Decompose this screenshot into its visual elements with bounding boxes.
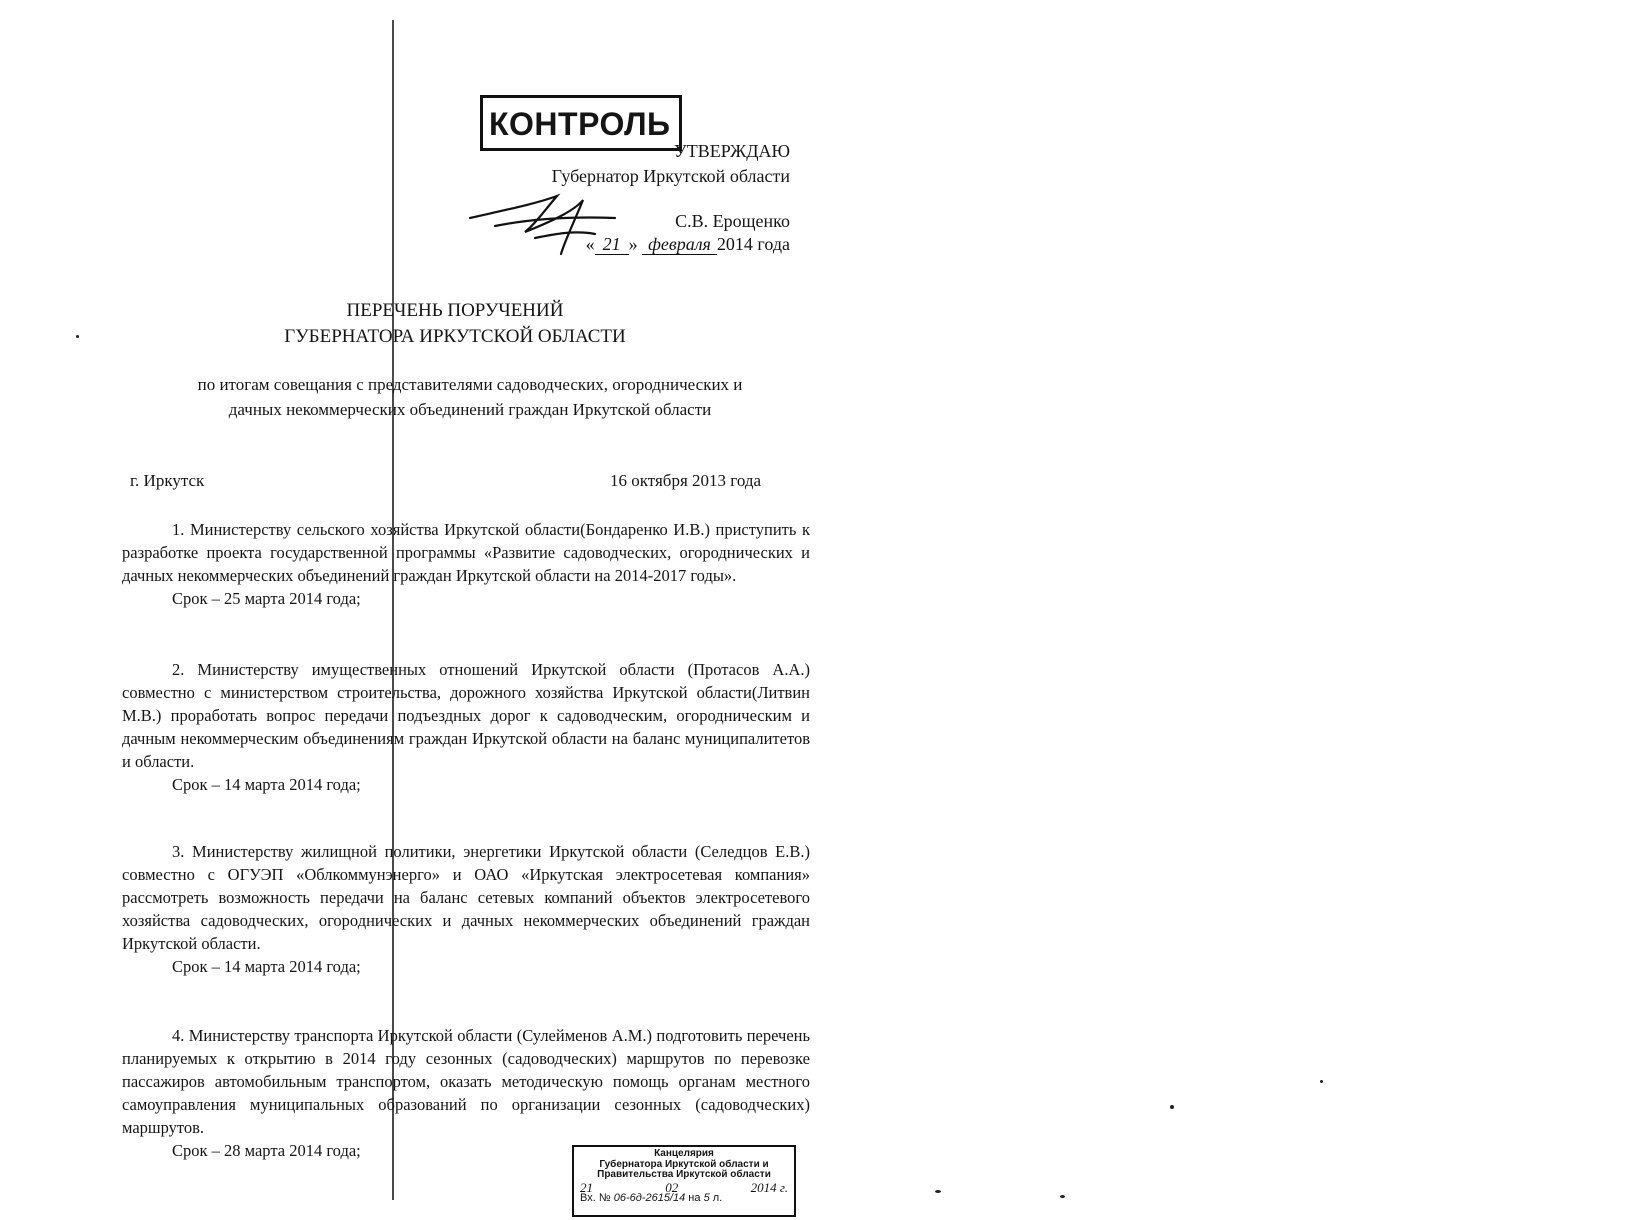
control-stamp: КОНТРОЛЬ (480, 95, 682, 151)
doc-title-line2: ГУБЕРНАТОРА ИРКУТСКОЙ ОБЛАСТИ (284, 326, 626, 347)
office-stamp-line2: Губернатора Иркутской области и (599, 1158, 769, 1170)
doc-place: г. Иркутск (130, 471, 205, 490)
signer-name: С.В. Ерощенко (675, 211, 790, 231)
office-stamp-year (750, 1179, 788, 1195)
scan-speck (1170, 1105, 1174, 1109)
office-stamp-pages-label: на (688, 1192, 701, 1204)
approve-date (520, 233, 790, 255)
instruction-item-2 (122, 658, 810, 796)
office-stamp-year-suffix: г. (779, 1179, 788, 1195)
approve-date-month: февраля (642, 234, 717, 255)
instruction-deadline: Срок – 14 марта 2014 года; (172, 775, 361, 794)
doc-subtitle (130, 372, 810, 422)
instruction-item-1 (122, 518, 810, 610)
office-registration-stamp (572, 1145, 796, 1217)
approve-date-open-quote: « (585, 234, 595, 254)
instruction-text: 3. Министерству жилищной политики, энергетики Иркутской области (Селедцов Е.В.) совместно с ОГУЭП «Облкоммунэнерго» и ОАО «Иркутская электросетевая компания» рассмотреть возможность передачи на баланс сетевых компаний объектов электросетевого хозяйства садоводческих, огороднических и дачных некоммерческих объединений граждан Иркутской области. (122, 842, 810, 953)
instruction-deadline: Срок – 25 марта 2014 года; (172, 589, 361, 608)
office-stamp-in-label: Вх. № (580, 1192, 611, 1204)
scan-speck (935, 1190, 941, 1193)
instruction-item-3 (122, 840, 810, 978)
scan-speck (76, 335, 79, 338)
approve-date-year: 2014 года (716, 234, 790, 254)
office-stamp-pages: 5 (703, 1192, 710, 1204)
doc-subtitle-line2: дачных некоммерческих объединений граждан Иркутской области (228, 400, 712, 419)
approve-date-close-quote: » (628, 234, 638, 254)
instruction-text: 4. Министерству транспорта Иркутской области (Сулейменов А.М.) подготовить перечень планируемых к открытию в 2014 году сезонных (садоводческих) маршрутов по перевозке пассажиров автомобильным транспортом, оказать методическую помощь органам местного самоуправления муниципальных образований по организации сезонных (садоводческих) маршрутов. (122, 1026, 810, 1137)
scan-fold-line-left (392, 20, 394, 1200)
approve-heading: УТВЕРЖДАЮ (673, 141, 790, 161)
approve-date-day: 21 (595, 234, 629, 255)
doc-date: 16 октября 2013 года (610, 471, 762, 490)
instruction-deadline: Срок – 28 марта 2014 года; (172, 1141, 361, 1160)
office-stamp-line3: Правительства Иркутской области (597, 1169, 771, 1180)
scan-speck (1320, 1080, 1323, 1083)
office-stamp-line1: Канцелярия (654, 1148, 714, 1159)
doc-title-line1: ПЕРЕЧЕНЬ ПОРУЧЕНИЙ (346, 300, 564, 321)
office-stamp-year-value: 14 (763, 1179, 777, 1195)
right-page (840, 0, 1649, 1220)
governor-title: Губернатор Иркутской области (551, 166, 790, 186)
instruction-text: 2. Министерству имущественных отношений Иркутской области (Протасов А.А.) совместно с министерством строительства, дорожного хозяйства Иркутской области(Литвин М.В.) проработать вопрос передачи подъездных дорог к садоводческим, огородническим и дачным некоммерческим объединениям граждан Иркутской области на баланс муниципалитетов и области. (122, 660, 810, 771)
instruction-deadline: Срок – 14 марта 2014 года; (172, 957, 361, 976)
office-stamp-in-number: 06-6д-2615/14 (613, 1192, 686, 1204)
instruction-item-4 (122, 1024, 810, 1162)
scan-speck (1060, 1195, 1065, 1198)
instruction-text: 1. Министерству сельского хозяйства Иркутской области(Бондаренко И.В.) приступить к разработке проекта государственной программы «Развитие садоводческих, огороднических и дачных некоммерческих объединений граждан Иркутской области на 2014-2017 годы». (122, 520, 810, 585)
doc-subtitle-line1: по итогам совещания с представителями садоводческих, огороднических и (197, 375, 743, 394)
office-stamp-month: 02 (665, 1179, 679, 1195)
office-stamp-day: 21 (580, 1179, 593, 1195)
office-stamp-pages-suffix: л. (712, 1192, 723, 1204)
office-stamp-reg-number (574, 1193, 794, 1204)
office-stamp-year-prefix: 20 (750, 1179, 764, 1195)
